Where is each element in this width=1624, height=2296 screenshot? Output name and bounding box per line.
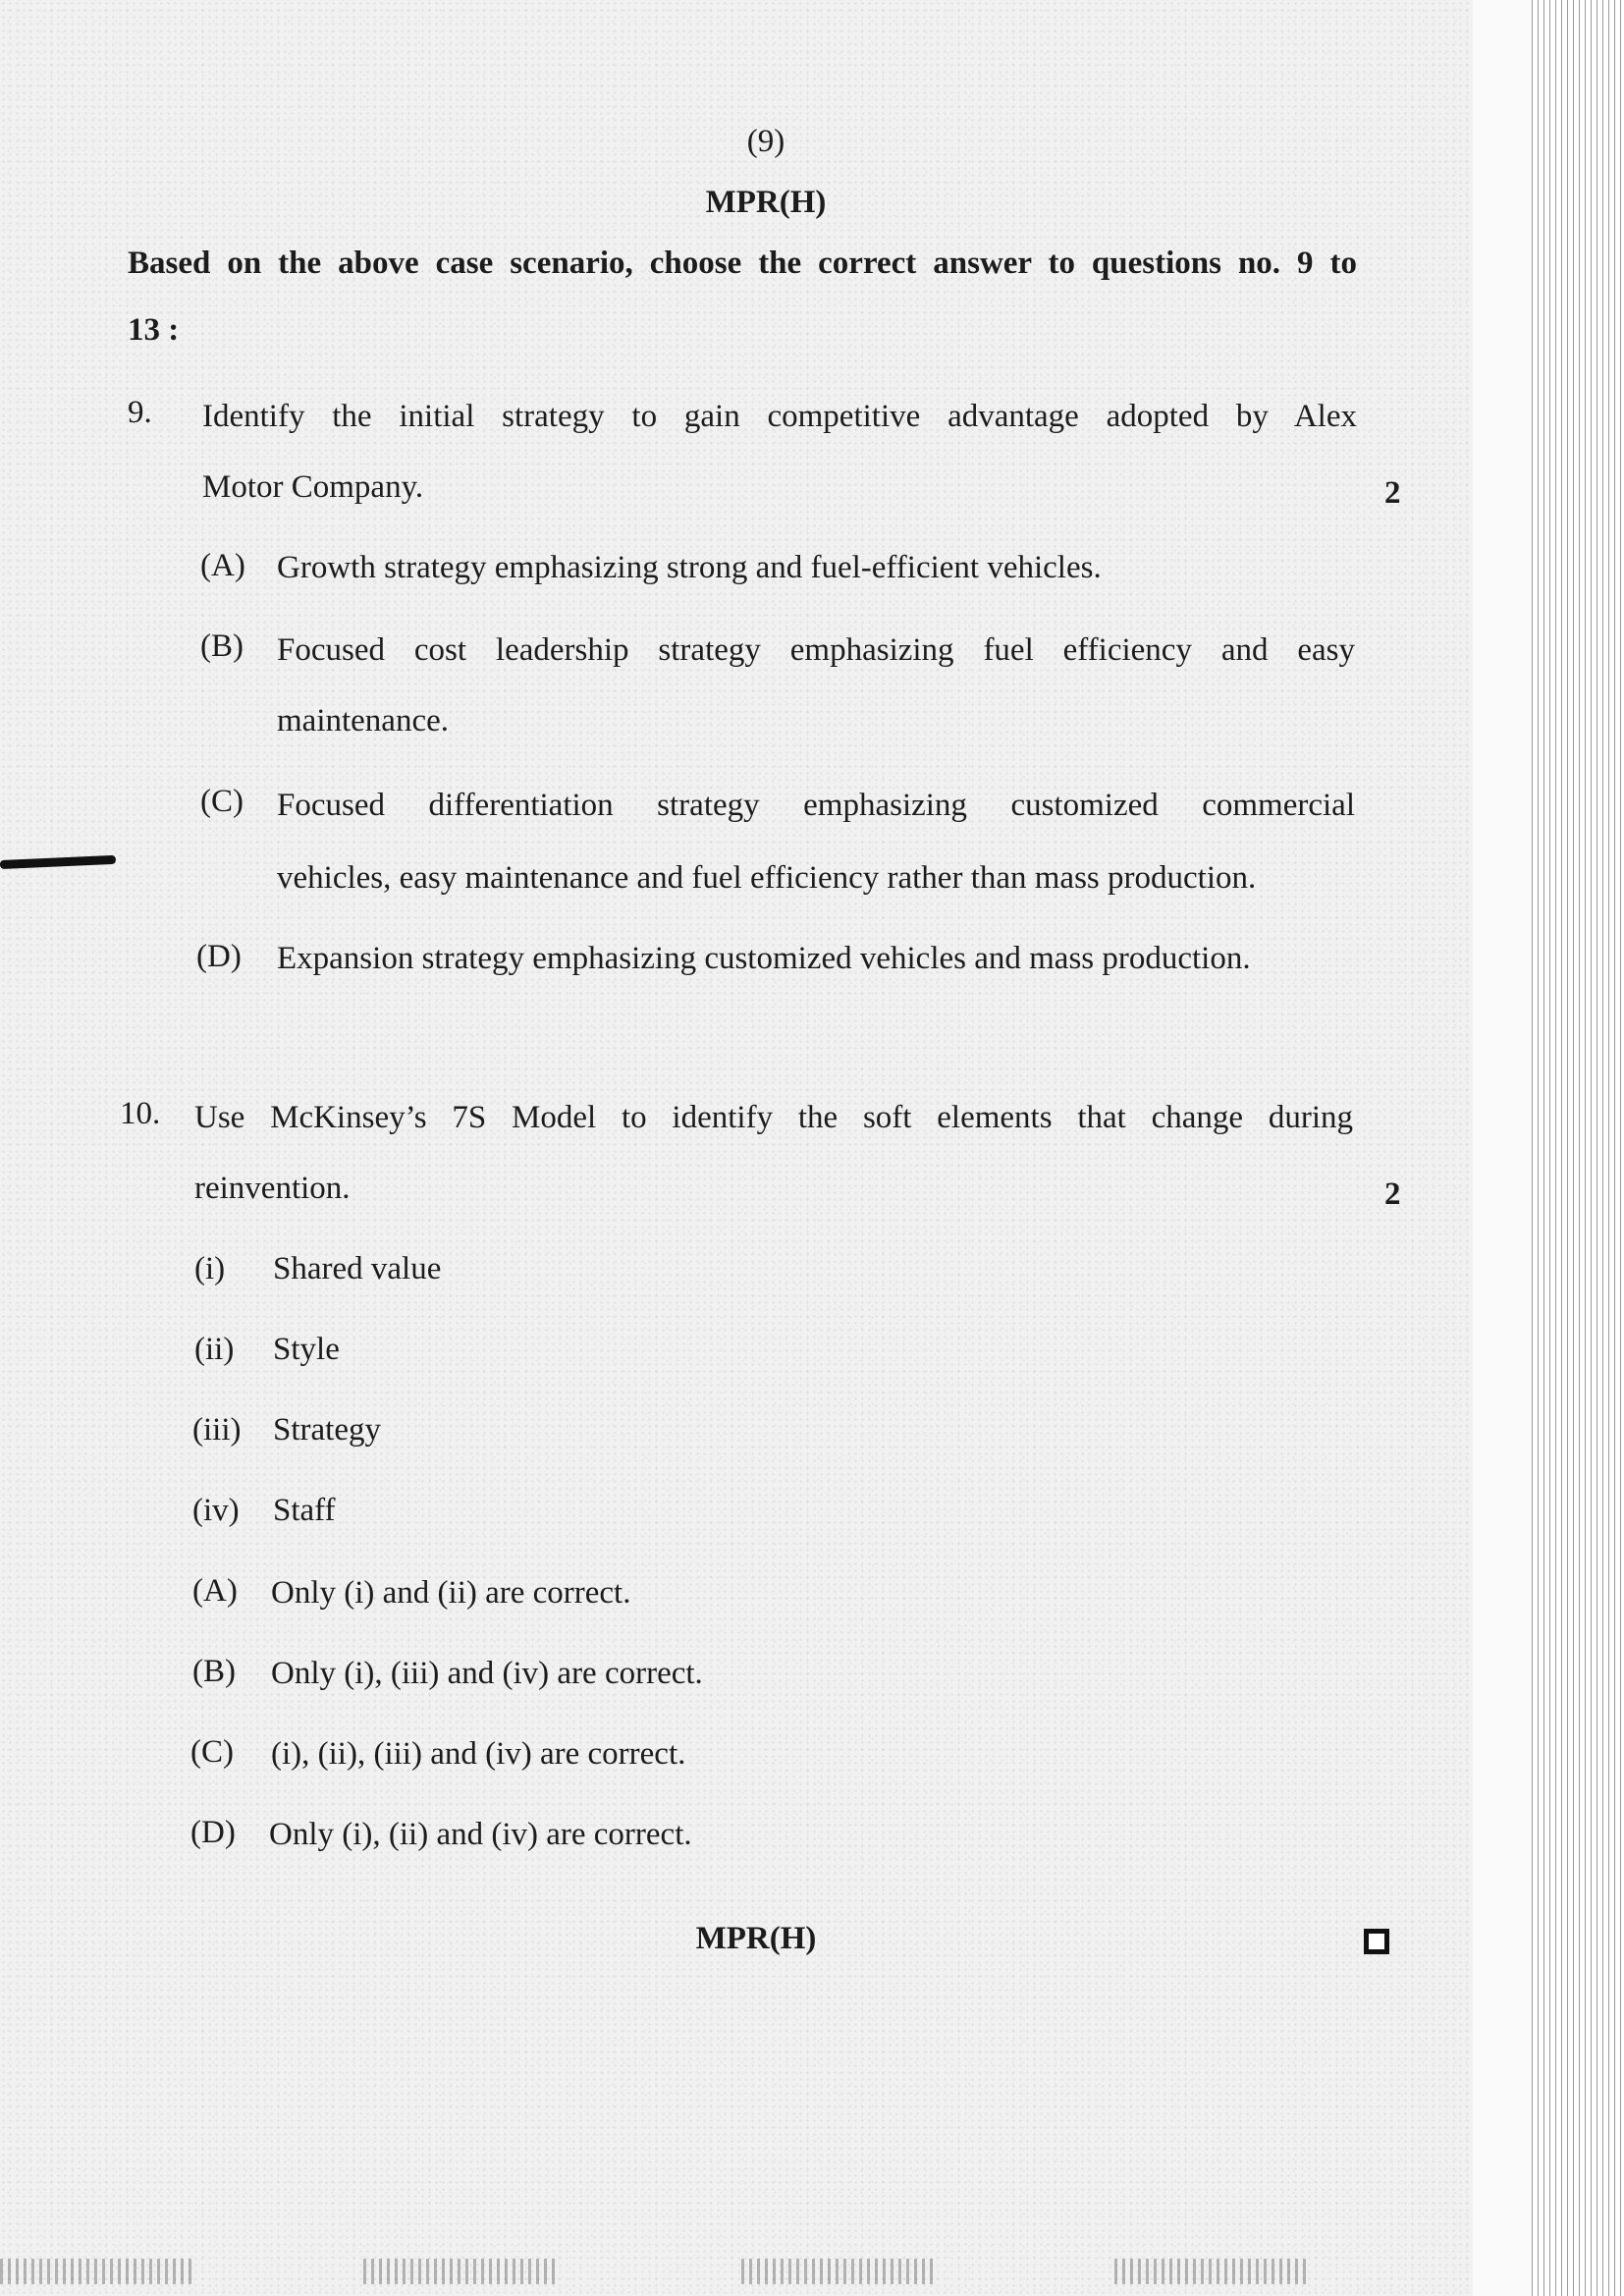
scan-artifact [363,2259,560,2284]
scan-artifact [1114,2259,1311,2284]
q10-statement-i-text: Shared value [273,1251,442,1286]
q9-option-a-label: (A) [200,548,245,583]
footer-code: MPR(H) [695,1921,817,1956]
question-9-text-line-2: Motor Company. [202,469,424,505]
page-number: (9) [746,124,785,159]
q10-option-a-label: (A) [192,1573,238,1609]
q9-option-d-label: (D) [196,939,242,974]
q9-option-b-text-line-2: maintenance. [277,703,449,738]
question-9-marks: 2 [1384,475,1401,511]
q9-option-c-text-line-2: vehicles, easy maintenance and fuel efficiency rather than mass production. [277,860,1257,896]
q9-option-b-text-line-1: Focused cost leadership strategy emphasizing fuel efficiency and easy [277,632,1355,668]
q10-statement-iii-label: (iii) [192,1412,242,1448]
question-9-number: 9. [128,395,152,430]
q10-option-c-text: (i), (ii), (iii) and (iv) are correct. [271,1736,686,1772]
square-icon [1364,1929,1389,1954]
q9-option-b-label: (B) [200,629,244,664]
instruction-line-2: 13 : [128,312,180,348]
q10-option-c-label: (C) [190,1734,234,1770]
header-code: MPR(H) [705,185,827,220]
q10-statement-iv-text: Staff [273,1493,336,1528]
question-10-marks: 2 [1384,1176,1401,1212]
q10-statement-ii-text: Style [273,1332,340,1367]
q10-option-b-text: Only (i), (iii) and (iv) are correct. [271,1656,703,1691]
instruction-line-1: Based on the above case scenario, choose the correct answer to questions no. 9 to [128,246,1357,281]
question-10-text-line-2: reinvention. [194,1171,351,1206]
scan-artifact [0,2259,196,2284]
q10-option-d-text: Only (i), (ii) and (iv) are correct. [269,1817,692,1852]
q9-option-d-text: Expansion strategy emphasizing customized vehicles and mass production. [277,941,1251,976]
question-9-text-line-1: Identify the initial strategy to gain competitive advantage adopted by Alex [202,399,1357,434]
q10-option-d-label: (D) [190,1815,236,1850]
q10-statement-iv-label: (iv) [192,1493,240,1528]
q9-option-c-label: (C) [200,784,244,819]
q10-statement-iii-text: Strategy [273,1412,381,1448]
scan-artifact [741,2259,938,2284]
question-10-text-line-1: Use McKinsey’s 7S Model to identify the soft elements that change during [194,1100,1353,1135]
q10-option-b-label: (B) [192,1654,236,1689]
question-10-number: 10. [120,1096,161,1131]
q10-option-a-text: Only (i) and (ii) are correct. [271,1575,631,1611]
page-margin [1473,0,1532,2296]
q10-statement-ii-label: (ii) [194,1332,235,1367]
page-stack-edge [1532,0,1624,2296]
q10-statement-i-label: (i) [194,1251,226,1286]
q9-option-c-text-line-1: Focused differentiation strategy emphasizing customized commercial [277,788,1355,823]
q9-option-a-text: Growth strategy emphasizing strong and fuel-efficient vehicles. [277,550,1102,585]
